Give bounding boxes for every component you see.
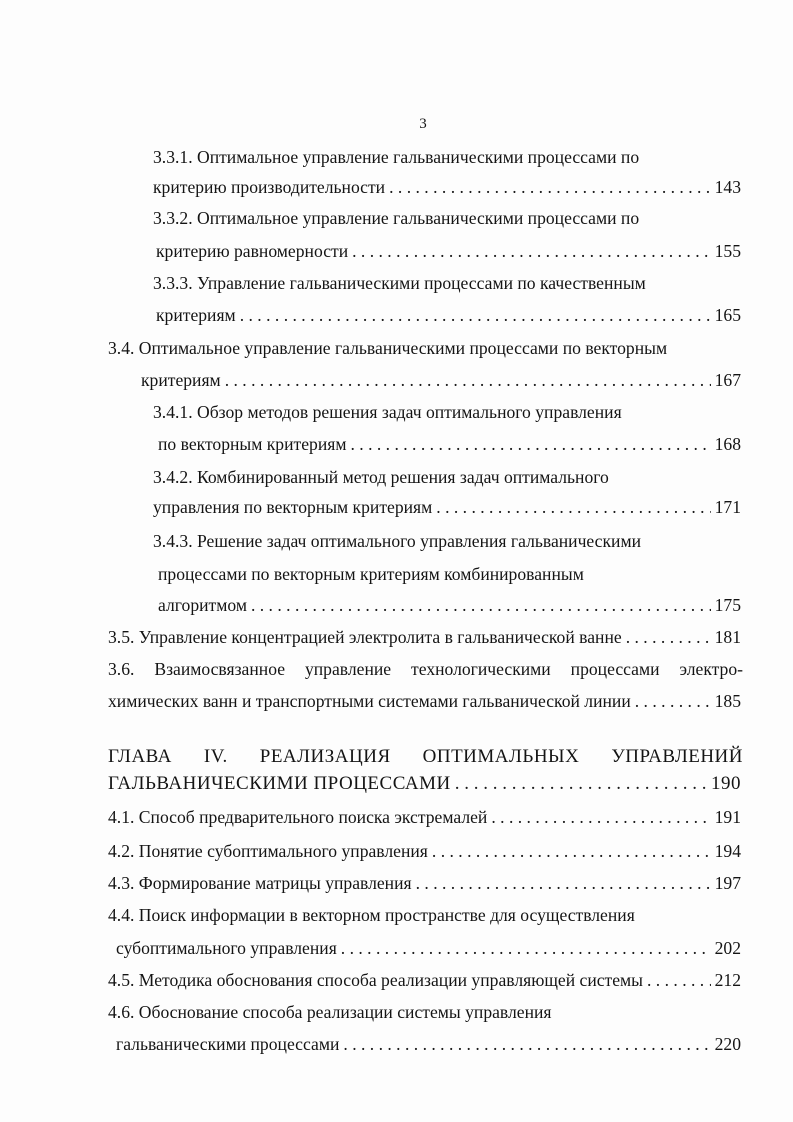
- toc-page-number: 181: [714, 627, 741, 647]
- toc-entry-3-3-3-line1: 3.3.3. Управление гальваническими процессами по качественным: [153, 273, 646, 293]
- dot-leader: [436, 496, 710, 518]
- toc-entry-3-3-3: [156, 304, 741, 326]
- dot-leader: [626, 626, 711, 648]
- dot-leader: [647, 969, 711, 991]
- dot-leader: [350, 433, 710, 455]
- chapter-4-heading-line1: ГЛАВА IV. РЕАЛИЗАЦИЯ ОПТИМАЛЬНЫХ УПРАВЛЕНИЙ: [108, 746, 743, 767]
- dot-leader: [251, 594, 711, 616]
- toc-entry-4-1: [108, 806, 741, 828]
- toc-entry-3-4-2: [153, 496, 741, 518]
- toc-entry-3-4-2-line1: 3.4.2. Комбинированный метод решения задач оптимального: [153, 467, 609, 487]
- toc-page-number: 168: [714, 434, 741, 454]
- toc-entry-3-4-1-line1: 3.4.1. Обзор методов решения задач оптимального управления: [153, 402, 622, 422]
- toc-entry-4-4-line2: субоптимального управления: [116, 938, 337, 958]
- toc-entry-3-4: [141, 369, 741, 391]
- toc-entry-4-6-line1: 4.6. Обоснование способа реализации системы управления: [108, 1002, 552, 1022]
- dot-leader: [389, 176, 711, 198]
- toc-entry-4-5: [108, 969, 741, 991]
- dot-leader: [225, 369, 711, 391]
- toc-entry-3-4-3-line2: процессами по векторным критериям комбинированным: [158, 564, 584, 584]
- toc-entry-4-4-line1: 4.4. Поиск информации в векторном пространстве для осуществления: [108, 905, 635, 925]
- toc-entry-4-6: [116, 1033, 741, 1055]
- toc-entry-3-3-2: [156, 240, 741, 262]
- toc-entry-3-4-2-line2: управления по векторным критериям: [153, 497, 433, 517]
- toc-page-number: 197: [714, 873, 741, 893]
- toc-entry-4-5-line1: 4.5. Методика обоснования способа реализации управляющей системы: [108, 970, 643, 990]
- toc-entry-4-1-line1: 4.1. Способ предварительного поиска экстремалей: [108, 807, 488, 827]
- toc-page-number: 143: [714, 177, 741, 197]
- toc-entry-3-3-1: [153, 176, 741, 198]
- dot-leader: [240, 304, 711, 326]
- dot-leader: [635, 690, 711, 712]
- toc-entry-3-3-1-line1: 3.3.1. Оптимальное управление гальваническими процессами по: [153, 147, 640, 167]
- toc-entry-4-3: [108, 872, 741, 894]
- toc-entry-3-3-2-line1: 3.3.2. Оптимальное управление гальваническими процессами по: [153, 208, 640, 228]
- toc-page-number: 167: [714, 370, 741, 390]
- toc-page-number: 185: [714, 691, 741, 711]
- toc-entry-3-4-line1: 3.4. Оптимальное управление гальваническими процессами по векторным: [108, 338, 668, 358]
- dot-leader: [491, 806, 710, 828]
- dot-leader: [343, 1033, 710, 1055]
- dot-leader: [416, 872, 711, 894]
- dot-leader: [352, 240, 711, 262]
- toc-entry-3-4-3-line3: алгоритмом: [158, 595, 247, 615]
- toc-entry-3-4-3-line1: 3.4.3. Решение задач оптимального управления гальваническими: [153, 531, 642, 551]
- dot-leader: [432, 840, 711, 862]
- toc-entry-3-4-1: [158, 433, 741, 455]
- toc-entry-4-4: [116, 937, 741, 959]
- toc-entry-3-5-line1: 3.5. Управление концентрацией электролита в гальванической ванне: [108, 627, 622, 647]
- toc-page-number: 220: [714, 1034, 741, 1054]
- toc-page-number: 191: [714, 807, 741, 827]
- toc-page-number: 175: [714, 595, 741, 615]
- toc-entry-4-6-line2: гальваническими процессами: [116, 1034, 340, 1054]
- toc-page-number: 202: [714, 938, 741, 958]
- toc-entry-3-3-2-line2: критерию равномерности: [156, 241, 349, 261]
- toc-page-number: 190: [711, 773, 741, 794]
- toc-entry-3-4-3: [158, 594, 741, 616]
- toc-entry-3-4-1-line2: по векторным критериям: [158, 434, 347, 454]
- chapter-4-heading-line2: ГАЛЬВАНИЧЕСКИМИ ПРОЦЕССАМИ: [108, 773, 451, 794]
- toc-page-number: 165: [714, 305, 741, 325]
- toc-entry-3-6: [108, 690, 741, 712]
- toc-entry-3-3-1-line2: критерию производительности: [153, 177, 386, 197]
- toc-entry-3-4-line2: критериям: [141, 370, 221, 390]
- toc-entry-3-5: [108, 626, 741, 648]
- chapter-4-heading: [108, 773, 741, 795]
- toc-entry-4-2: [108, 840, 741, 862]
- toc-entry-3-6-line1: 3.6. Взаимосвязанное управление технологическими процессами электро-: [108, 659, 743, 679]
- dot-leader: [455, 773, 707, 795]
- dot-leader: [341, 937, 711, 959]
- toc-entry-4-3-line1: 4.3. Формирование матрицы управления: [108, 873, 412, 893]
- toc-entry-3-3-3-line2: критериям: [156, 305, 236, 325]
- toc-page-number: 194: [714, 841, 741, 861]
- toc-page-number: 171: [714, 497, 741, 517]
- toc-page-number: 155: [714, 241, 741, 261]
- page-number: 3: [419, 116, 427, 132]
- toc-page-number: 212: [714, 970, 741, 990]
- toc-entry-3-6-line2: химических ванн и транспортными системами гальванической линии: [108, 691, 631, 711]
- toc-entry-4-2-line1: 4.2. Понятие субоптимального управления: [108, 841, 428, 861]
